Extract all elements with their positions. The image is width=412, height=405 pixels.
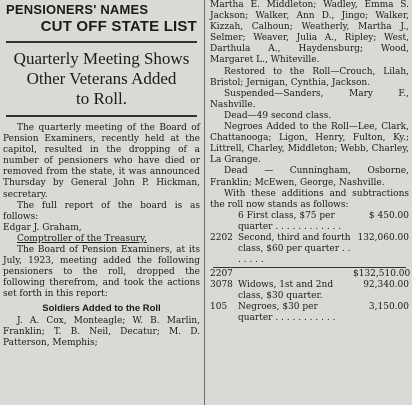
signature-name: Edgar J. Graham,: [3, 222, 82, 233]
suspended-paragraph: Suspended—Sanders, Mary F., Nashville.: [210, 88, 409, 110]
subhead-divider: [6, 115, 197, 117]
table-rule: [213, 267, 406, 268]
roll-table: [210, 211, 409, 324]
summary-paragraph: With these additions and subtractions the roll now stands as follows:: [210, 188, 409, 210]
signature-title: Comptroller of the Treasury.: [17, 233, 147, 244]
headline-line-2: CUT OFF STATE LIST: [40, 18, 197, 35]
table-row: [210, 211, 409, 233]
column-rule: [204, 0, 205, 405]
row-count: 2202: [210, 232, 233, 243]
row-description: [238, 269, 353, 280]
headline-divider: [6, 41, 197, 43]
row-amount: 132,060.00: [357, 232, 409, 243]
row-amount: 3,150.00: [368, 301, 409, 312]
names-continued: Martha E. Middleton; Wadley, Emma S. Jackson; Walker, Ann D., Jingo; Walker, Kizzah, Calhoun; Weatherly, Martha J., Selmer; Weaver, Julia A., Ripley; West, Darthula A., Haydensburg; Wood, Margaret L., Whiteville.: [210, 0, 409, 66]
section-heading: Soldiers Added to the Roll: [42, 302, 161, 314]
report-intro: The full report of the board is as follows:: [3, 200, 200, 222]
subhead-line-2: Other Veterans Added: [26, 69, 177, 88]
row-count: [210, 211, 238, 233]
right-column: [207, 0, 412, 405]
row-count: 105: [210, 301, 228, 312]
row-amount: $132,510.00: [353, 268, 411, 279]
table-row: [210, 233, 409, 266]
row-amount: 92,340.00: [363, 279, 409, 290]
table-row: [210, 302, 409, 324]
table-row: [210, 280, 409, 302]
row-description: Widows, 1st and 2nd class, $30 quarter.: [238, 279, 334, 301]
row-description: Second, third and fourth class, $60 per quarter . . . . . . .: [238, 232, 351, 265]
row-count: 2207: [210, 268, 233, 279]
headline-line-1: PENSIONERS' NAMES: [6, 2, 149, 17]
subhead-line-3: to Roll.: [75, 89, 127, 108]
dead-list-paragraph: Dead — Cunningham, Osborne, Franklin; McEwen, George, Nashville.: [210, 166, 409, 188]
left-column: [0, 0, 203, 405]
soldiers-added-list: J. A. Cox, Monteagle; W. B. Marlin, Franklin; T. B. Neil, Decatur; M. D. Patterson, Memphis;: [3, 315, 200, 348]
row-amount: $ 450.00: [368, 210, 409, 221]
row-description: Negroes, $30 per quarter . . . . . . . . . . .: [238, 301, 336, 323]
row-count: 3078: [210, 279, 233, 290]
dead-paragraph: Dead—49 second class.: [224, 110, 332, 121]
subhead-line-1: Quarterly Meeting Shows: [13, 49, 190, 68]
board-paragraph: The Board of Pension Examiners, at its July, 1923, meeting added the following pensioners to the roll, dropped the following therefrom, and took the actions set forth in this report:: [3, 245, 200, 300]
row-description: 6 First class, $75 per quarter . . . . . . . . . . . .: [238, 210, 342, 232]
table-row: [210, 269, 409, 280]
negroes-paragraph: Negroes Added to the Roll—Lee, Clark, Chattanooga; Ligon, Henry, Fulton, Ky.; Littrell, Charley, Middleton; Webb, Charley, La Grange.: [210, 122, 409, 166]
intro-paragraph: The quarterly meeting of the Board of Pension Examiners, recently held at the capitol, resulted in the dropping of a number of pensioners who have died or removed from the state, it was announced Thursday by General John P. Hickman, secretary.: [3, 123, 200, 200]
restored-paragraph: Restored to the Roll—Crouch, Lilah, Bristol; Jernigan, Cynthia, Jackson.: [210, 66, 409, 88]
